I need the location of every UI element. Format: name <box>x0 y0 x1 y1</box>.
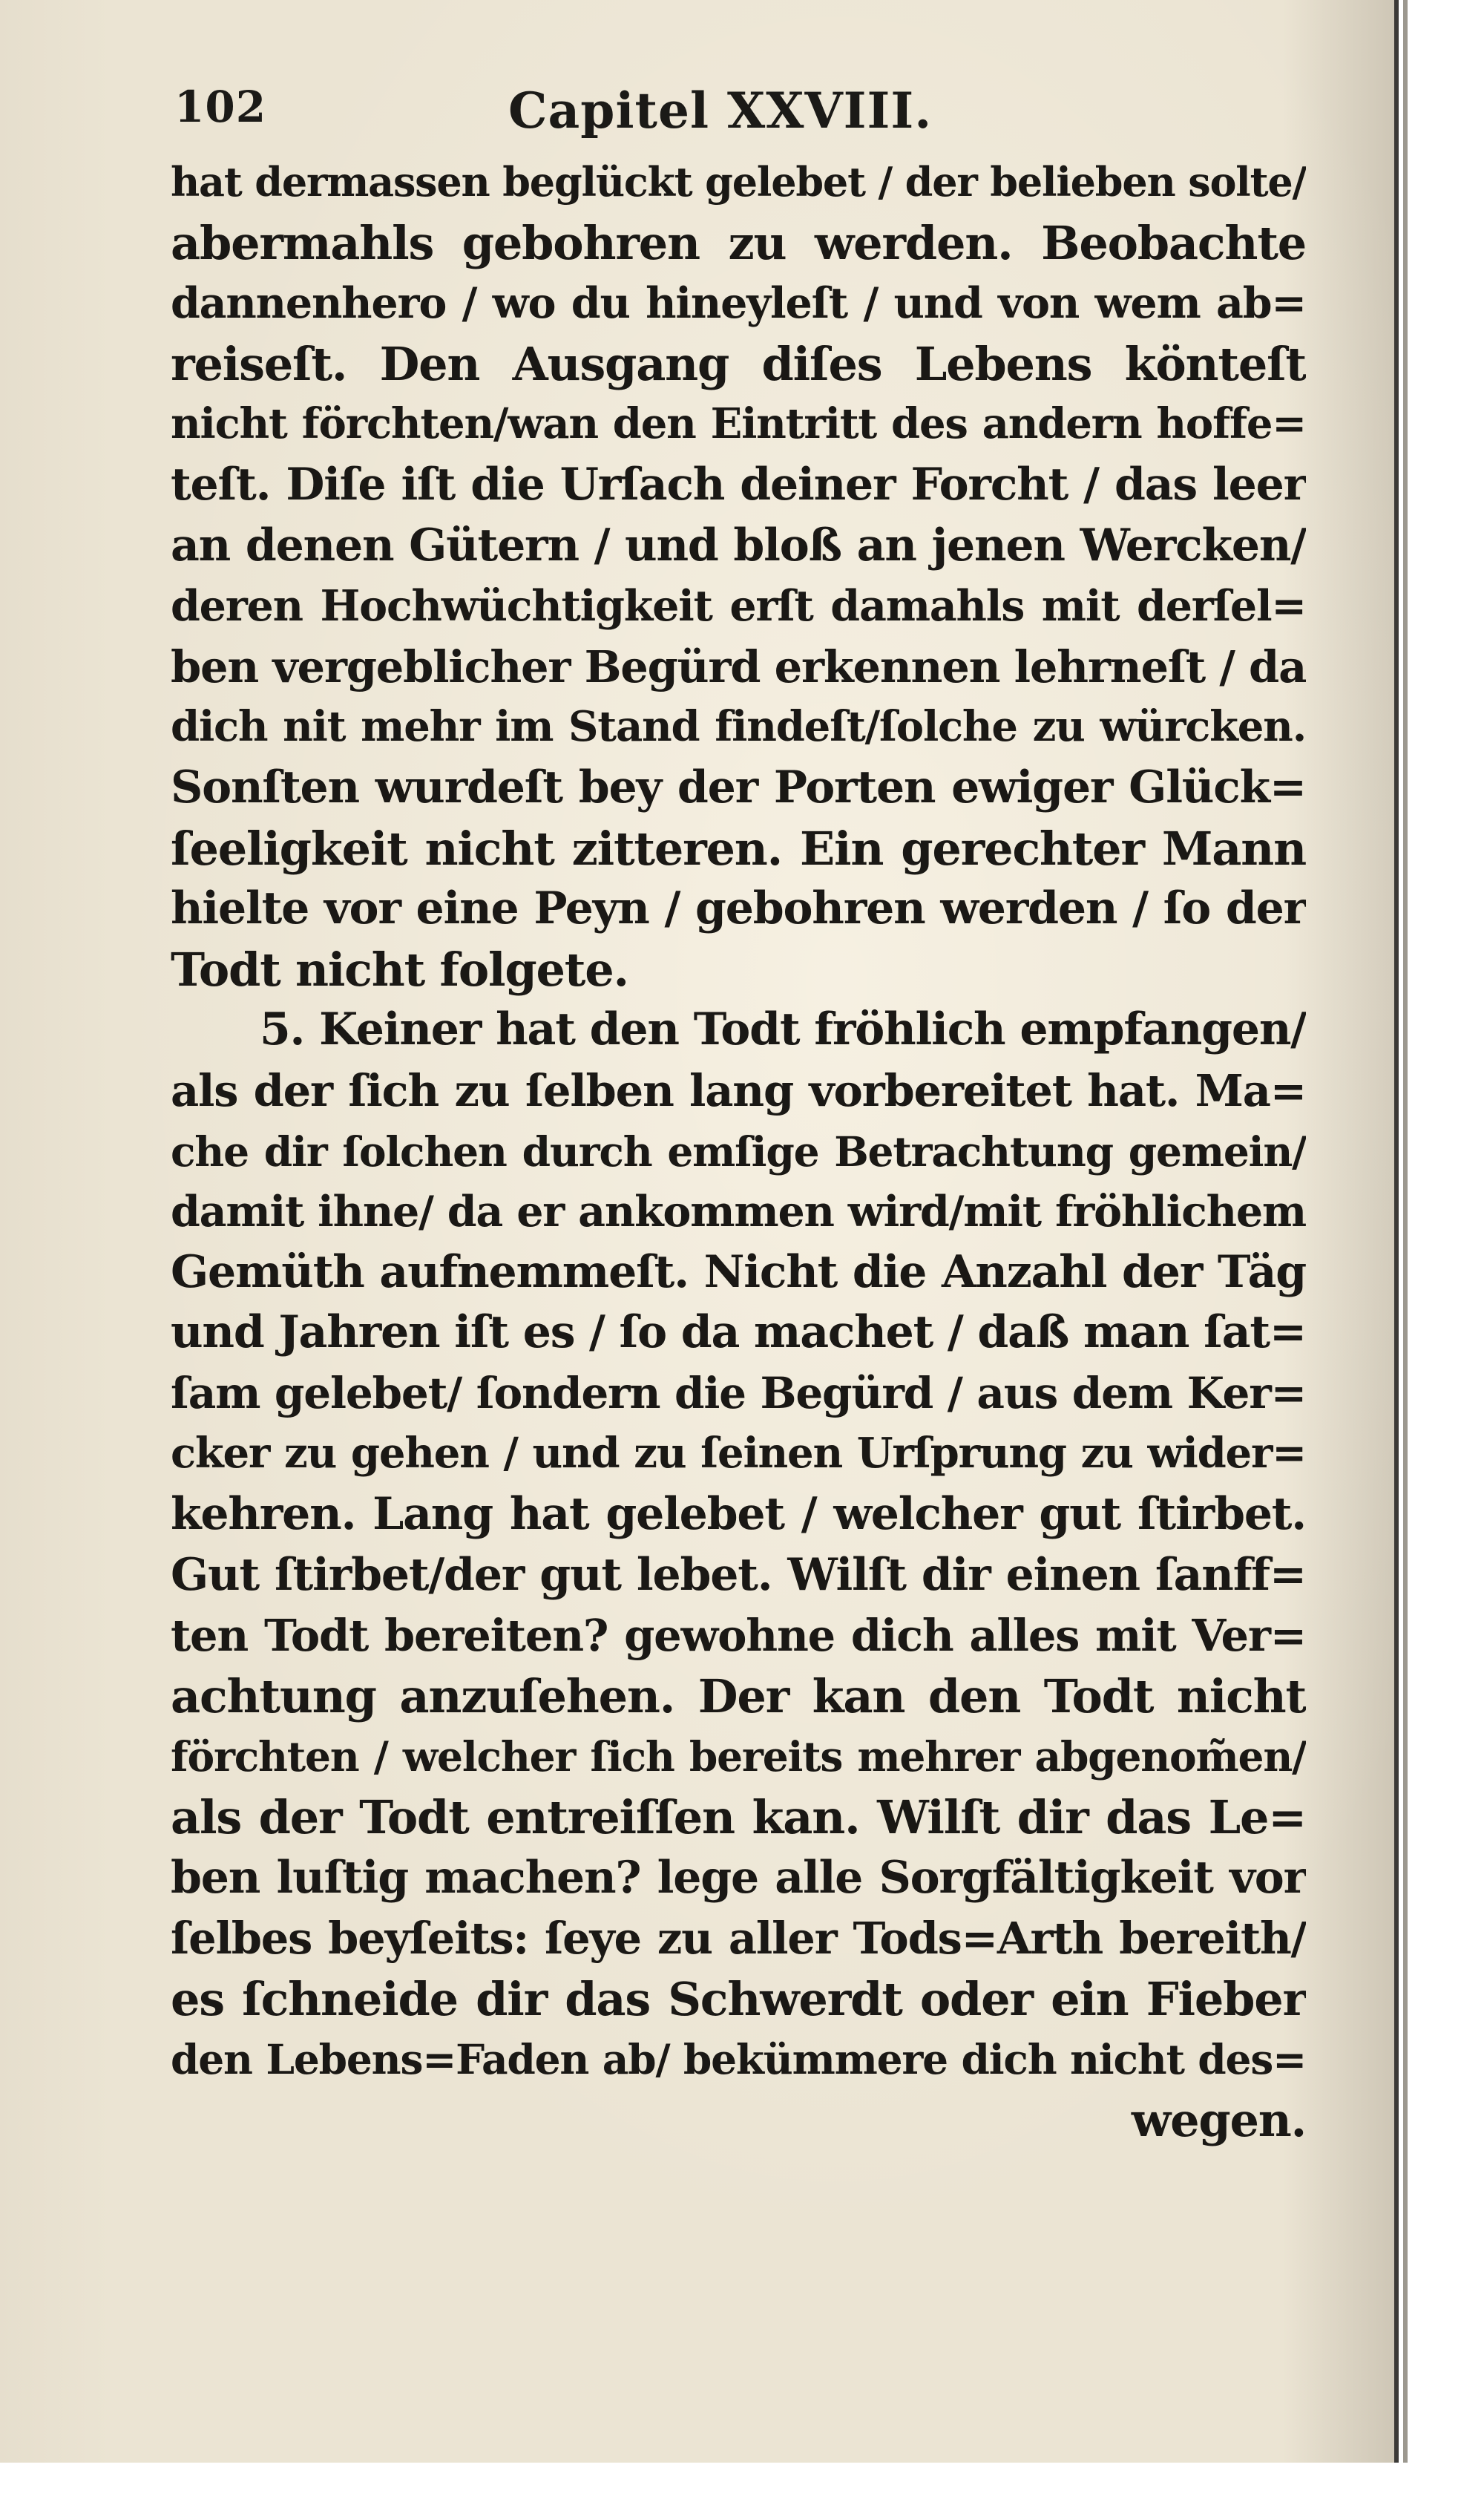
text-line: als der ſich zu ſelben lang vorbereitet hat. Ma= <box>171 1064 1306 1116</box>
text-line: Sonſten wurdeſt bey der Porten ewiger Glück= <box>171 761 1306 813</box>
text-line: ſam gelebet/ ſondern die Begürd / aus dem Ker= <box>171 1367 1306 1418</box>
text-line: Todt nicht folgete. <box>171 942 628 997</box>
text-line: deren Hochwüchtigkeit erſt damahls mit derſel= <box>171 581 1306 632</box>
text-line: reiseſt. Den Ausgang diſes Lebens könteſt <box>171 336 1306 391</box>
text-line: che dir ſolchen durch emſige Betrachtung gemein/ <box>171 1127 1306 1176</box>
body-text <box>171 152 1306 2151</box>
running-head: Capitel XXVIII. <box>508 82 933 140</box>
text-line: teſt. Diſe iſt die Urſach deiner Forcht / das leer <box>171 458 1306 511</box>
text-line: dannenhero / wo du hineyleſt / und von wem ab= <box>171 278 1306 329</box>
text-line: kehren. Lang hat gelebet / welcher gut ſtirbet. <box>171 1488 1306 1541</box>
text-line: als der Todt entreiſſen kan. Wilſt dir das Le= <box>171 1790 1306 1845</box>
text-line: hielte vor eine Peyn / gebohren werden / ſo der <box>171 882 1306 935</box>
text-line: Gut ſtirbet/der gut lebet. Wilſt dir einen ſanff= <box>171 1548 1306 1601</box>
text-line: den Lebens=Faden ab/ bekümmere dich nicht des= <box>171 2035 1306 2084</box>
text-line: es ſchneide dir das Schwerdt oder ein Fieber <box>171 1971 1306 2026</box>
text-line: förchten / welcher ſich bereits mehrer abgenom̃en/ <box>171 1732 1306 1781</box>
page-number: 102 <box>174 82 267 132</box>
paragraph-start-line: 5. Keiner hat den Todt fröhlich empfangen/ <box>260 1003 1306 1056</box>
text-line: dich nit mehr im Stand findeſt/ſolche zu würcken. <box>171 702 1306 752</box>
page-header <box>174 82 1295 148</box>
text-line: hat dermassen beglückt gelebet / der belieben solte/ <box>171 158 1306 206</box>
text-line: achtung anzuſehen. Der kan den Todt nicht <box>171 1668 1306 1723</box>
text-line: und Jahren iſt es / ſo da machet / daß man ſat= <box>171 1306 1306 1359</box>
text-line: abermahls gebohren zu werden. Beobachte <box>171 215 1306 270</box>
page-edge-shadow <box>1403 0 1408 2463</box>
text-line: ben luſtig machen? lege alle Sorgfältigkeit vor <box>171 1851 1306 1904</box>
catchword: wegen. <box>1131 2093 1306 2147</box>
text-line: Gemüth aufnemmeſt. Nicht die Anzahl der Täg <box>171 1245 1306 1298</box>
text-line: nicht förchten/wan den Eintritt des andern hoffe= <box>171 399 1306 449</box>
text-line: an denen Gütern / und bloß an jenen Wercken/ <box>171 519 1306 571</box>
text-line: ſelbes beyſeits: ſeye zu aller Tods=Arth bereith/ <box>171 1913 1306 1965</box>
text-line: damit ihne/ da er ankommen wird/mit fröhlichem <box>171 1187 1306 1237</box>
text-line: ben vergeblicher Begürd erkennen lehrneſt / da <box>171 641 1306 692</box>
text-line: cker zu gehen / und zu ſeinen Urſprung zu wider= <box>171 1429 1306 1478</box>
text-line: ſeeligkeit nicht zitteren. Ein gerechter Mann <box>171 821 1306 876</box>
text-line: ten Todt bereiten? gewohne dich alles mit Ver= <box>171 1610 1306 1662</box>
